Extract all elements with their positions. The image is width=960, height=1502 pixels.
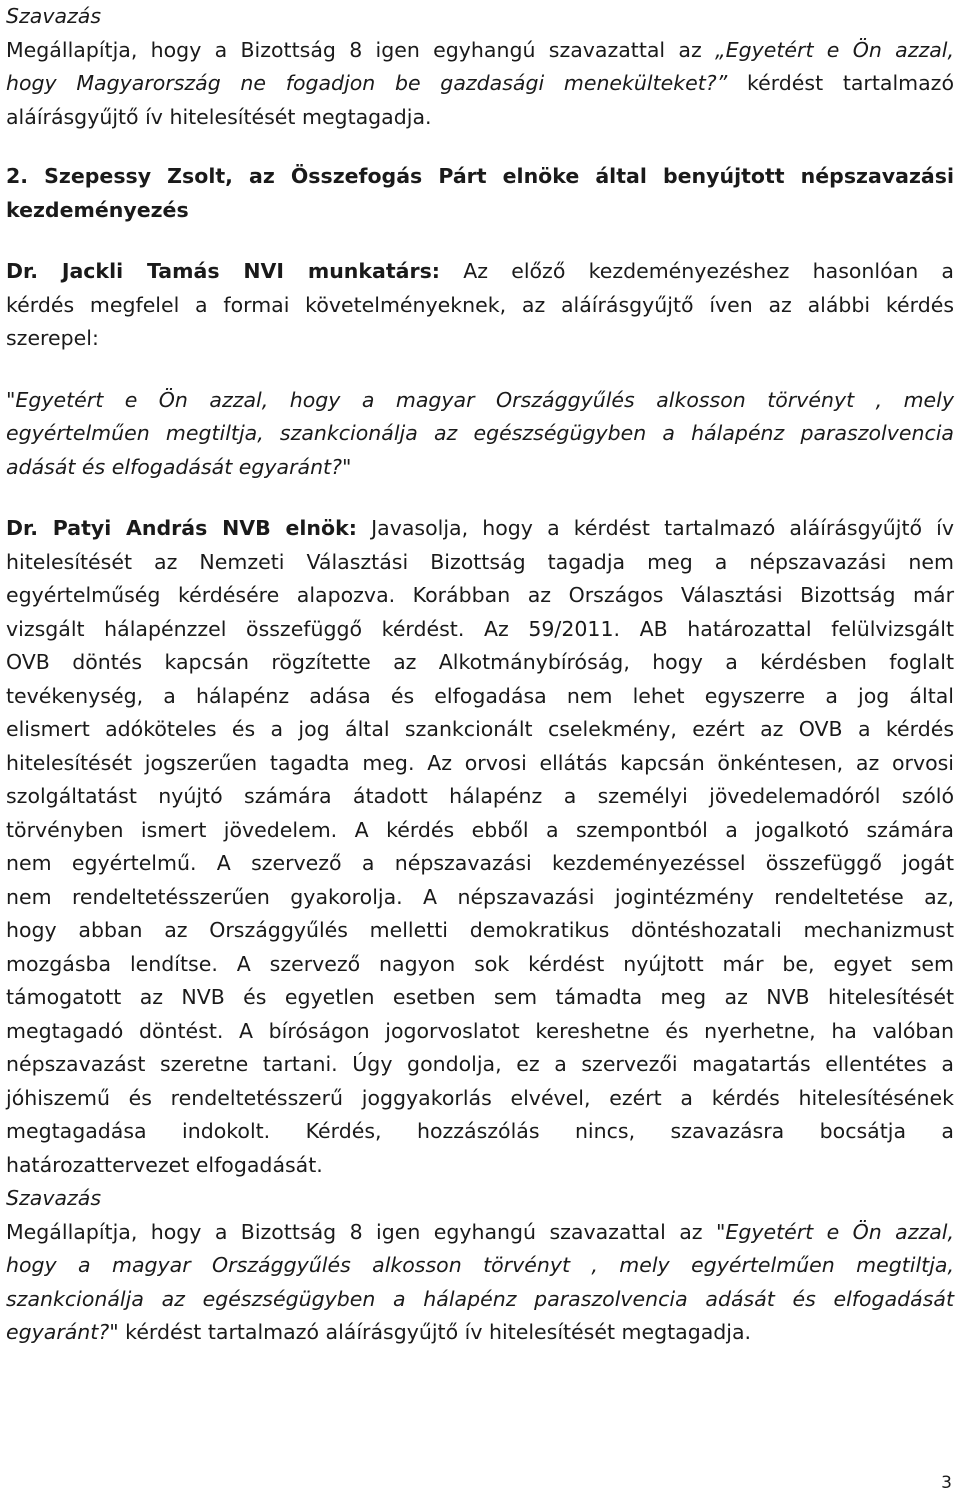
vote-question-text: „Egyetért e Ön azzal, [715, 37, 954, 62]
page-number: 3 [941, 1473, 952, 1493]
paragraph-line: népszavazást szeretne tartani. Úgy gondolja, ez a szervezői magatartás ellentétes a [6, 1052, 954, 1076]
paragraph-line: kérdés megfelel a formai követelményeknek, az aláírásgyűjtő íven az alábbi kérdés [6, 292, 954, 317]
paragraph-line: nem egyértelmű. A szervező a népszavazási kezdeményezéssel összefüggő jogát [6, 851, 954, 875]
speaker-name: Dr. Jackli Tamás NVI munkatárs: [6, 259, 440, 283]
vote-question-text: "Egyetért e Ön azzal, [715, 1219, 954, 1244]
vote-text: Megállapítja, hogy a Bizottság 8 igen egyhangú szavazattal az [6, 1219, 716, 1244]
vote-question-text: egyaránt?" [6, 1320, 119, 1344]
question-quote-line: "Egyetért e Ön azzal, hogy a magyar Országgyűlés alkosson törvényt , mely [6, 387, 954, 412]
vote-result-line [6, 67, 954, 101]
vote-result-line [6, 34, 954, 68]
paragraph-line: tevékenység, a hálapénz adása és elfogadása nem lehet egyszerre a jog által [6, 683, 954, 708]
paragraph-line [6, 255, 954, 289]
vote-question-text: hogy Magyarország ne fogadjon be gazdasági menekülteket?” [6, 71, 728, 95]
vote-result-line: hogy a magyar Országgyűlés alkosson törvényt , mely egyértelműen megtiltja, [6, 1253, 954, 1277]
paragraph-text: Az előző kezdeményezéshez hasonlóan a [440, 259, 954, 283]
paragraph-line: szerepel: [6, 326, 99, 350]
paragraph-line: megtagadása indokolt. Kérdés, hozzászólás nincs, szavazásra bocsátja a [6, 1119, 954, 1143]
paragraph-line: határozattervezet elfogadását. [6, 1152, 323, 1177]
paragraph-line: elismert adóköteles és a jog által szankcionált cselekmény, ezért az OVB a kérdés [6, 717, 954, 741]
speaker-name: Dr. Patyi András NVB elnök: [6, 516, 357, 540]
paragraph-line: hitelesítését jogszerűen tagadta meg. Az orvosi ellátás kapcsán önkéntesen, az orvosi [6, 750, 954, 775]
paragraph-line: hitelesítését az Nemzeti Választási Bizottság tagadja meg a népszavazási nem [6, 549, 954, 574]
paragraph-body [6, 546, 954, 1149]
document-page [6, 0, 954, 1350]
paragraph-line: szolgáltatást nyújtó számára átadott hálapénz a személyi jövedelemadóról szóló [6, 784, 954, 808]
paragraph-text: Javasolja, hogy a kérdést tartalmazó aláírásgyűjtő ív [356, 516, 954, 540]
paragraph-line: jóhiszemű és rendeltetésszerű joggyakorlás elvével, ezért a kérdés hitelesítésének [6, 1085, 954, 1110]
paragraph-line: nem rendeltetésszerűen gyakorolja. A népszavazási jogintézmény rendeltetése az, [6, 884, 954, 909]
paragraph-line: egyértelműség kérdésére alapozva. Korábban az Országos Választási Bizottság már [6, 583, 954, 607]
vote-result-line: szankcionálja az egészségügyben a hálapénz paraszolvencia adását és elfogadását [6, 1286, 954, 1311]
vote-text: kérdést tartalmazó aláírásgyűjtő ív hitelesítését megtagadja. [118, 1320, 752, 1344]
paragraph-line [6, 512, 954, 546]
vote-result-line [6, 1316, 954, 1350]
paragraph-line: hogy abban az Országgyűlés melletti demokratikus döntéshozatali mechanizmust [6, 918, 954, 942]
paragraph-line: mozgásba lendítse. A szervező nagyon sok kérdést nyújtott már be, egyet sem [6, 951, 954, 976]
vote-label: Szavazás [6, 4, 102, 28]
section-heading: kezdeményezés [6, 197, 189, 222]
question-quote-line: egyértelműen megtiltja, szankcionálja az egészségügyben a hálapénz paraszolvencia [6, 421, 954, 445]
vote-text: kérdést tartalmazó [727, 71, 954, 95]
paragraph-line: támogatott az NVB és egyetlen esetben sem támadta meg az NVB hitelesítését [6, 985, 954, 1009]
paragraph-line: vizsgált hálapénzzel összefüggő kérdést. Az 59/2011. AB határozattal felülvizsgált [6, 616, 954, 641]
vote-label: Szavazás [6, 1186, 102, 1210]
vote-text: Megállapítja, hogy a Bizottság 8 igen egyhangú szavazattal az [6, 37, 716, 62]
vote-result-line [6, 1216, 954, 1250]
paragraph-line: OVB döntés kapcsán rögzítette az Alkotmánybíróság, hogy a kérdésben foglalt [6, 650, 954, 674]
paragraph-line: megtagadó döntést. A bíróságon jogorvoslatot kereshetne és nyerhetne, ha valóban [6, 1018, 954, 1043]
vote-result-line: aláírásgyűjtő ív hitelesítését megtagadja. [6, 104, 432, 129]
section-heading: 2. Szepessy Zsolt, az Összefogás Párt elnöke által benyújtott népszavazási [6, 164, 954, 188]
question-quote-line: adását és elfogadását egyaránt?" [6, 454, 352, 479]
paragraph-line: törvényben ismert jövedelem. A kérdés ebből a szempontból a jogalkotó számára [6, 817, 954, 842]
